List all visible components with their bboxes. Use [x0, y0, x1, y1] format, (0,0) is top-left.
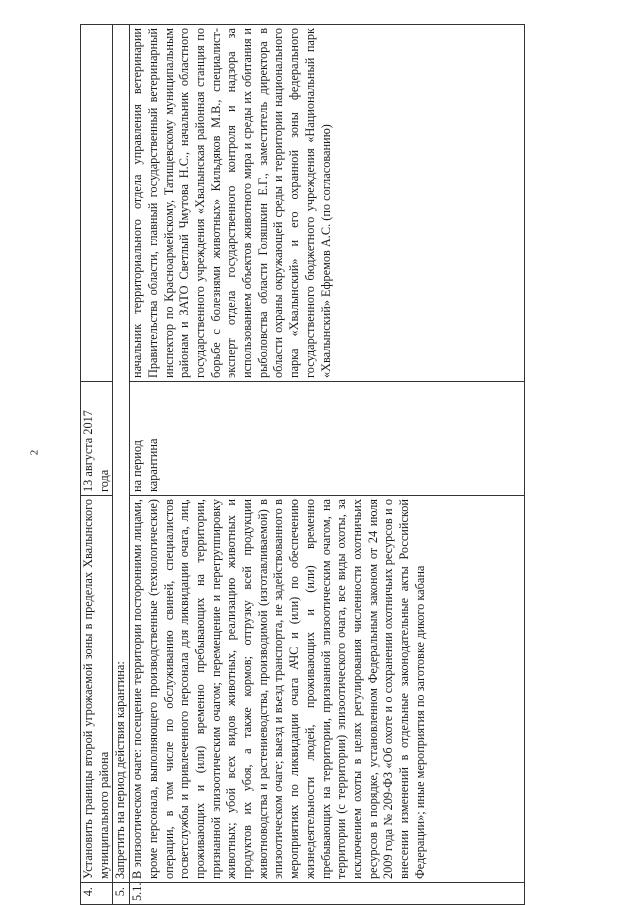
row-number: 5.1.	[130, 883, 525, 905]
table-row-4	[81, 25, 113, 905]
table-row-5-1	[130, 25, 525, 905]
row-number: 5.	[113, 883, 130, 905]
rotated-table-sheet	[80, 25, 640, 905]
row-number: 4.	[81, 883, 113, 905]
action-cell: В эпизоотическом очаге: посещение территории посторонними лицами, кроме персонала, выполняющего производственные (технологические) операции, в том числе по обслуживанию свиней, специалистов госветслужбы и привлеченного персонала для ликвидации очага, лиц, проживающих и (или) временно пребывающих на территории, признанной эпизоотическим очагом; перемещение и перегруппировку животных; убой всех видов животных, реализацию животных и продуктов их убоя, а также кормов; отгрузку всей продукции животноводства и растениеводства, производимой (изготавливаемой) в эпизоотическом очаге; выезд и въезд транспорта, не задействованного в мероприятиях по ликвидации очага АЧС и (или) по обеспечению жизнедеятельности людей, проживающих и (или) временно пребывающих на территории, признанной эпизоотическим очагом, на территории (с территории) эпизоотического очага, все виды охоты, за исключением охоты в целях регулирования численности охотничьих ресурсов в порядке, установленном Федеральным законом от 24 июля 2009 года № 209-ФЗ «Об охоте и о сохранении охотничьих ресурсов и о внесении изменений в отдельные законодательные акты Российской Федерации»; иные мероприятия по заготовке дикого кабана	[130, 496, 525, 883]
term-cell: на период карантина	[130, 382, 525, 496]
responsible-cell: начальник территориального отдела управления ветеринарии Правительства области, главный государственный ветеринарный инспектор по Красноармейскому, Татищевскому муниципальным районам и ЗАТО Светлый Чмутова Н.С., начальник областного государственного учреждения «Хвалынская районная станция по борьбе с болезнями животных» Кильдяков М.В., специалист-эксперт отдела государственного контроля и надзора за использованием объектов животного мира и среды их обитания и рыболовства области Голяшкин Е.Г., заместитель директора в области охраны окружающей среды и территории национального парка «Хвалынский» и его охранной зоны федерального государственного бюджетного учреждения «Национальный парк «Хвалынский» Ефремов А.С. (по согласованию)	[130, 25, 525, 382]
term-cell: 13 августа 2017 года	[81, 382, 113, 496]
table-row-5	[113, 25, 130, 905]
action-cell: Установить границы второй угрожаемой зоны в пределах Хвалынского муниципального района	[81, 496, 113, 883]
section-heading-cell: Запретить на период действия карантина:	[113, 25, 130, 883]
measures-table	[80, 24, 525, 905]
page-number: 2	[28, 449, 41, 456]
responsible-cell	[81, 25, 113, 382]
